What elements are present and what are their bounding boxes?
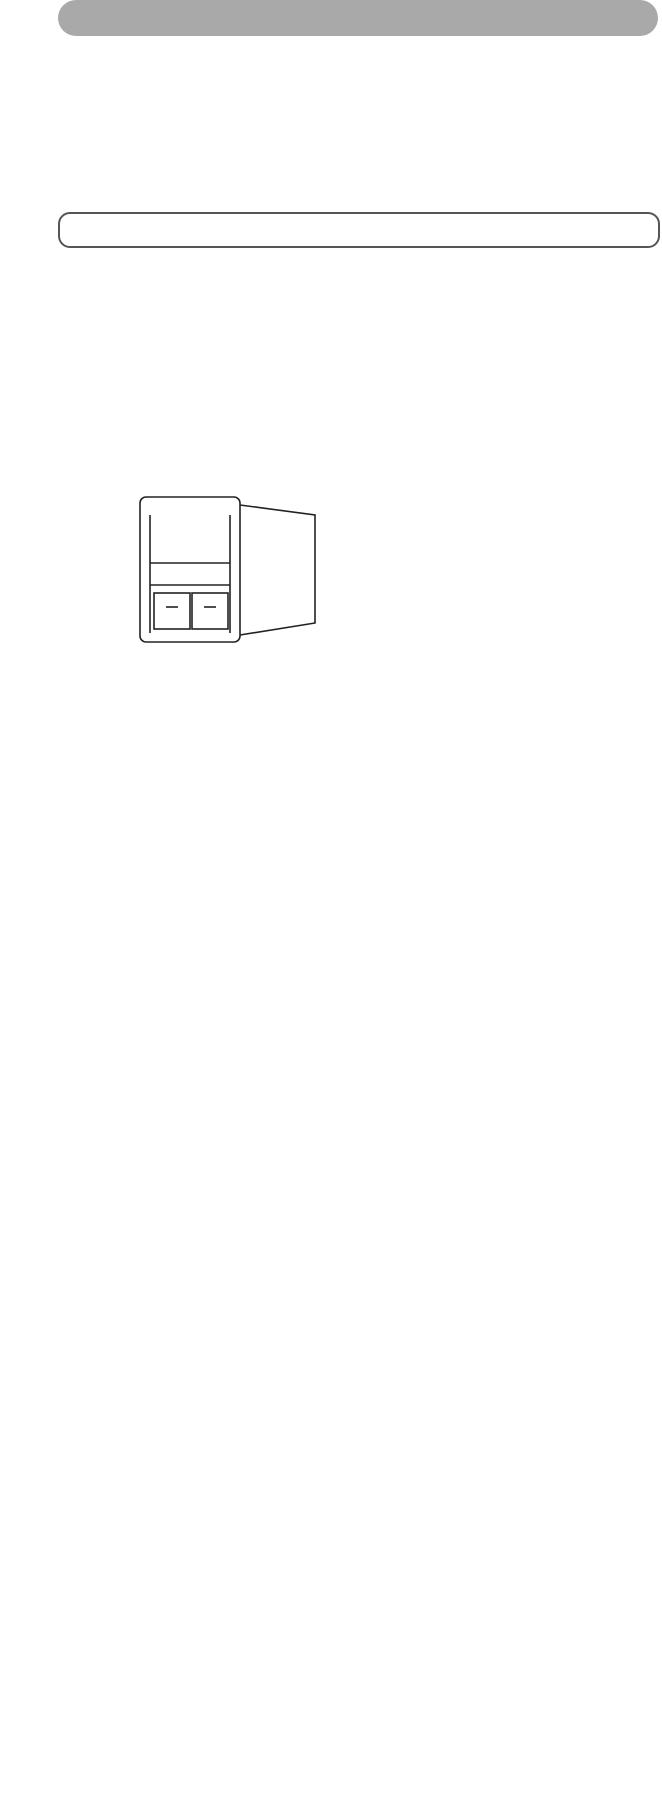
section-header-banner (58, 0, 658, 36)
left-fridge-drawing (70, 415, 315, 642)
zona-frigo-banner (58, 212, 660, 248)
fridge-storage-illustration (70, 415, 662, 660)
